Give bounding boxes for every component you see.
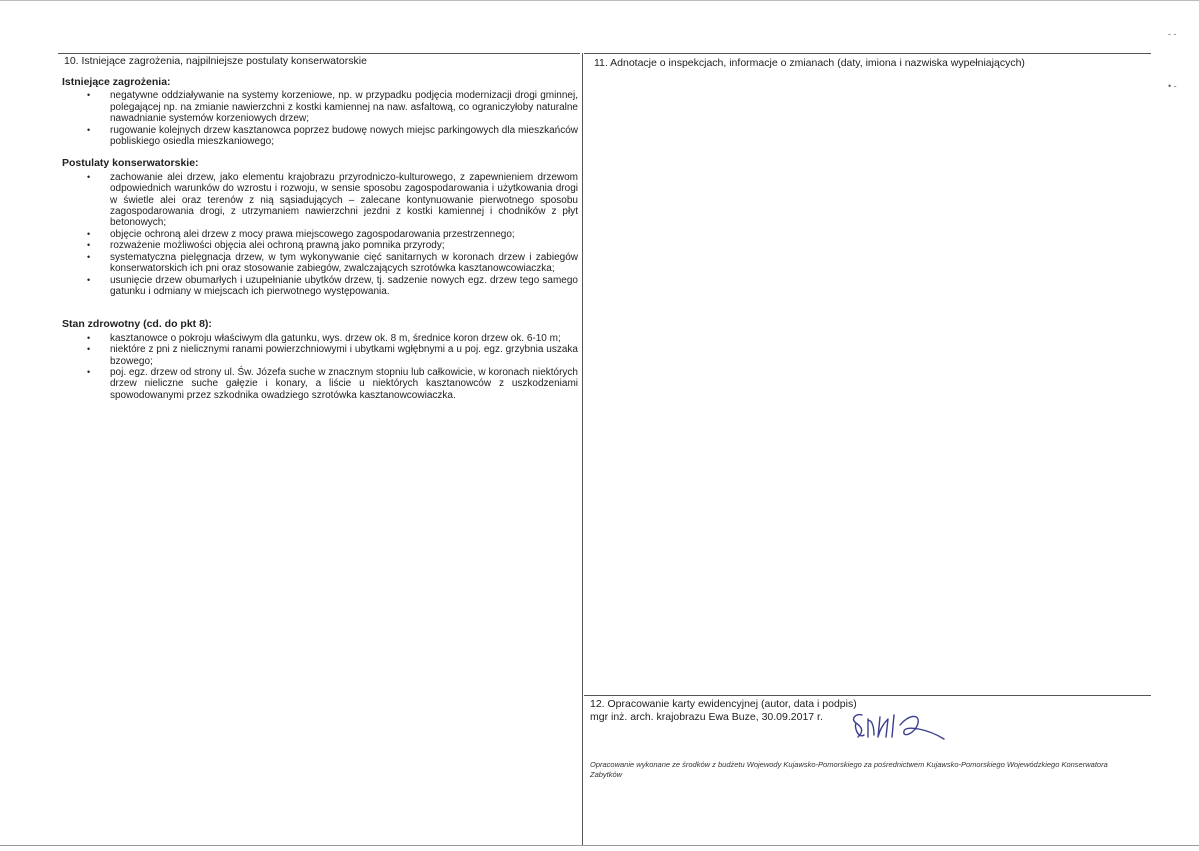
column-divider [582, 53, 583, 845]
health-heading: Stan zdrowotny (cd. do pkt 8): [62, 318, 212, 331]
scan-speck: - - [1168, 29, 1177, 39]
section12-block [590, 698, 857, 724]
list-item: • objęcie ochroną alei drzew z mocy prawa miejscowego zagospodarowania przestrzennego; [62, 229, 578, 240]
section12-top-rule [584, 695, 1151, 696]
funding-note: Opracowanie wykonane ze środków z budżetu Wojewody Kujawsko-Pomorskiego za pośrednictwem Kujawsko-Pomorskiego Wojewódzkiego Konserwatora Zabytków [590, 760, 1108, 779]
section10-content [62, 77, 578, 401]
threats-list [62, 90, 578, 147]
scan-speck: • - [1168, 81, 1177, 91]
bottom-border-line [0, 845, 1199, 846]
author-line: mgr inż. arch. krajobrazu Ewa Buze, 30.09.2017 r. [590, 711, 823, 723]
list-item: • rugowanie kolejnych drzew kasztanowca poprzez budowę nowych miejsc parkingowych dla mieszkańców pobliskiego osiedla mieszkaniowego; [62, 125, 578, 148]
list-item: • poj. egz. drzew od strony ul. Św. Józefa suche w znacznym stopniu lub całkowicie, w koronach niektórych drzew nieliczne suche gałęzie i konary, a liście u niektórych kasztanowców z uszkodzeniami spowodowanymi przez szkodnika owadziego szrotówka kasztanowcowiaczka. [62, 367, 578, 401]
postulates-heading: Postulaty konserwatorskie: [62, 157, 199, 170]
section11-top-rule [584, 53, 1151, 54]
threats-heading: Istniejące zagrożenia: [62, 76, 171, 88]
list-item: • zachowanie alei drzew, jako elementu krajobrazu przyrodniczo-kulturowego, z zapewnieniem drzewom odpowiednich warunków do wzrostu i rozwoju, w sensie sposobu zagospodarowania i użytkowania drogi w świetle alei oraz terenów z nią sąsiadujących – zalecane kontynuowanie pierwotnego sposobu zagospodarowania drogi, z utrzymaniem nawierzchni jezdni z kostki kamiennej i chodników z płyt betonowych; [62, 172, 578, 229]
list-item: • negatywne oddziaływanie na systemy korzeniowe, np. w przypadku podjęcia modernizacji drogi gminnej, polegającej np. na zmianie nawierzchni z kostki kamiennej na naw. asfaltową, co ograniczyłoby naturalne nawadnianie systemów korzeniowych drzew; [62, 90, 578, 124]
list-item: • niektóre z pni z nielicznymi ranami powierzchniowymi i ubytkami wgłębnymi a u poj. egz. grzybnia uszaka bzowego; [62, 344, 578, 367]
list-item: • rozważenie możliwości objęcia alei ochroną prawną jako pomnika przyrody; [62, 240, 578, 251]
list-item: • kasztanowce o pokroju właściwym dla gatunku, wys. drzew ok. 8 m, średnice koron drzew ok. 6-10 m; [62, 333, 578, 344]
list-item: • systematyczna pielęgnacja drzew, w tym wykonywanie cięć sanitarnych w koronach drzew i zabiegów konserwatorskich ich pni oraz stosowanie zabiegów, zwalczających szrotówka kasztanowcowiaczka; [62, 252, 578, 275]
health-list [62, 333, 578, 401]
postulates-list [62, 172, 578, 297]
section12-title: 12. Opracowanie karty ewidencyjnej (autor, data i podpis) [590, 698, 857, 710]
section11-title: 11. Adnotacje o inspekcjach, informacje o zmianach (daty, imiona i nazwiska wypełniających) [594, 57, 1025, 69]
section10-top-rule [58, 53, 580, 54]
top-border-line [0, 0, 1199, 1]
handwritten-signature-icon [848, 705, 948, 745]
section10-title: 10. Istniejące zagrożenia, najpilniejsze postulaty konserwatorskie [64, 55, 367, 67]
list-item: • usunięcie drzew obumarłych i uzupełnianie ubytków drzew, tj. sadzenie nowych egz. drzew tego samego gatunku i odmiany w miejscach ich pierwotnego występowania. [62, 275, 578, 298]
